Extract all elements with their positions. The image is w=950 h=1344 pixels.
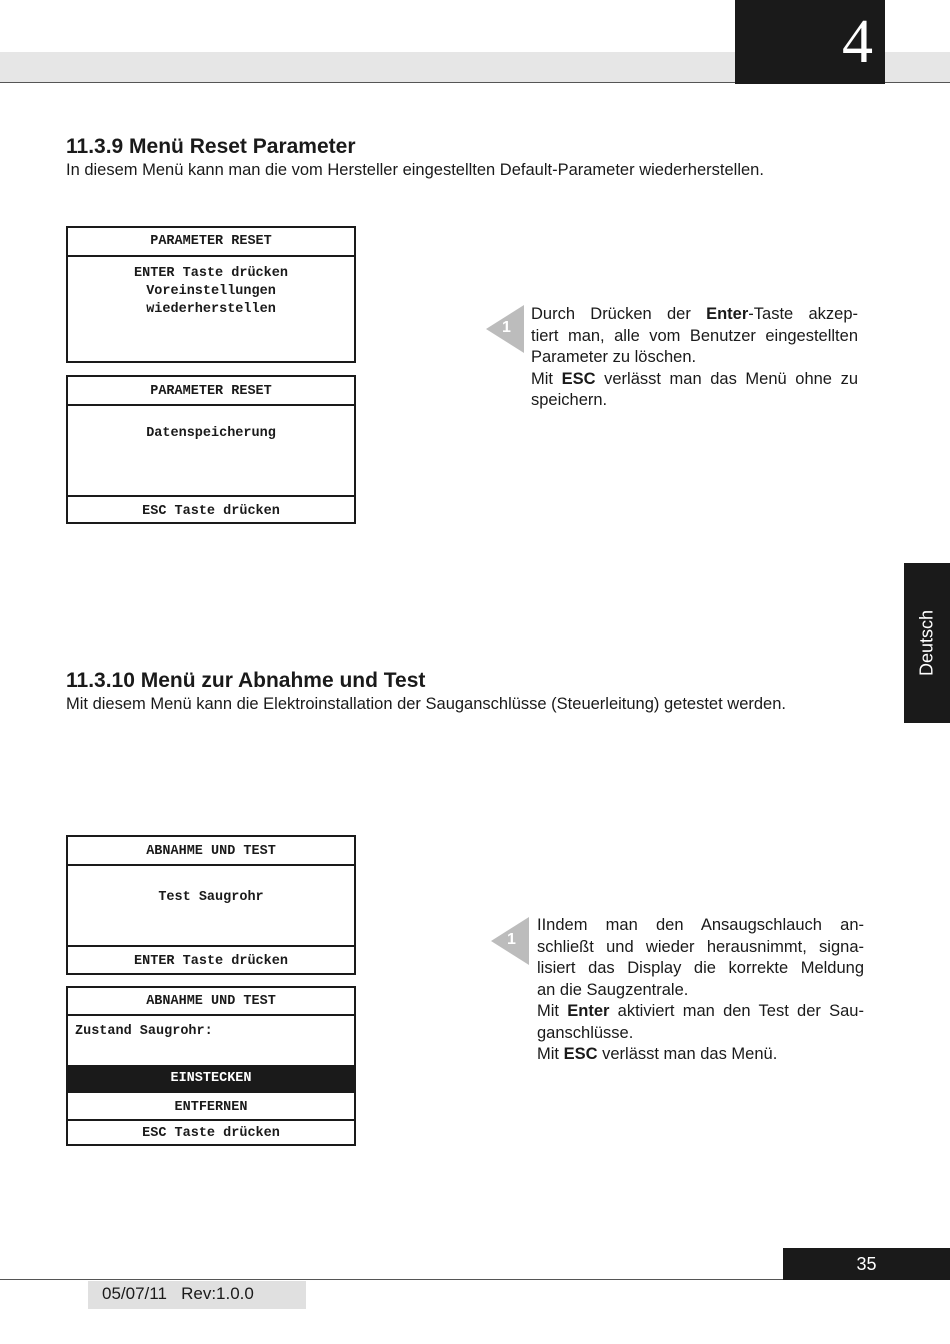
lcd-header: PARAMETER RESET — [150, 384, 272, 399]
lcd-status-label: Zustand Saugrohr: — [75, 1024, 213, 1039]
lcd-footer: ENTER Taste drücken — [134, 954, 288, 969]
lcd-divider — [68, 945, 354, 947]
lcd-header: PARAMETER RESET — [150, 234, 272, 249]
footer-date: 05/07/11 — [102, 1284, 167, 1303]
lcd-screen-parameter-reset-2 — [66, 375, 356, 524]
section-title-reset: 11.3.9 Menü Reset Parameter — [66, 135, 356, 158]
footer-date-revision — [88, 1281, 306, 1309]
lcd-line: Voreinstellungen — [146, 284, 276, 299]
lcd-screen-abnahme-test-2 — [66, 986, 356, 1146]
section-title-test: 11.3.10 Menü zur Abnahme und Test — [66, 669, 426, 692]
lcd-line: ENTER Taste drücken — [134, 266, 288, 281]
lcd-option: ENTFERNEN — [174, 1100, 248, 1115]
lcd-footer: ESC Taste drücken — [142, 1126, 280, 1141]
lcd-divider — [68, 255, 354, 257]
lcd-divider — [68, 495, 354, 497]
lcd-line: Datenspeicherung — [146, 426, 276, 441]
lcd-divider — [68, 1119, 354, 1121]
section-intro-test: Mit diesem Menü kann die Elektroinstallation der Sauganschlüsse (Steuerleitung) getestet werden. — [66, 695, 786, 713]
lcd-header: ABNAHME UND TEST — [146, 844, 276, 859]
lcd-screen-parameter-reset-1 — [66, 226, 356, 363]
language-tab — [904, 563, 950, 723]
lcd-option-selected: EINSTECKEN — [68, 1065, 354, 1093]
lcd-divider — [68, 864, 354, 866]
chapter-number: 4 — [735, 0, 885, 84]
lcd-divider — [68, 404, 354, 406]
lcd-footer: ESC Taste drücken — [142, 504, 280, 519]
lcd-line: wiederherstellen — [146, 302, 276, 317]
callout-number: 1 — [502, 319, 511, 336]
callout-text-test: IIndem man den Ansaugschlauch an- schließt und wieder herausnimmt, signa- lisiert das Display die korrekte Meldung an die Saugzentrale. Mit Enter aktiviert man den Test der Sau- ganschlüsse. Mit ESC verlässt man das Menü. — [537, 916, 864, 1063]
lcd-line: Test Saugrohr — [158, 890, 264, 905]
language-label: Deutsch — [916, 609, 937, 677]
lcd-screen-abnahme-test-1 — [66, 835, 356, 975]
footer-revision: Rev:1.0.0 — [181, 1284, 254, 1303]
section-intro-reset: In diesem Menü kann man die vom Hersteller eingestellten Default-Parameter wiederherstellen. — [66, 161, 764, 179]
callout-text-reset: Durch Drücken der Enter-Taste akzep- tiert man, alle vom Benutzer eingestellten Parameter zu löschen. Mit ESC verlässt man das Menü ohne zu speichern. — [531, 305, 858, 409]
page-number: 35 — [783, 1248, 950, 1280]
lcd-divider — [68, 1014, 354, 1016]
callout-number: 1 — [507, 931, 516, 948]
lcd-header: ABNAHME UND TEST — [146, 994, 276, 1009]
